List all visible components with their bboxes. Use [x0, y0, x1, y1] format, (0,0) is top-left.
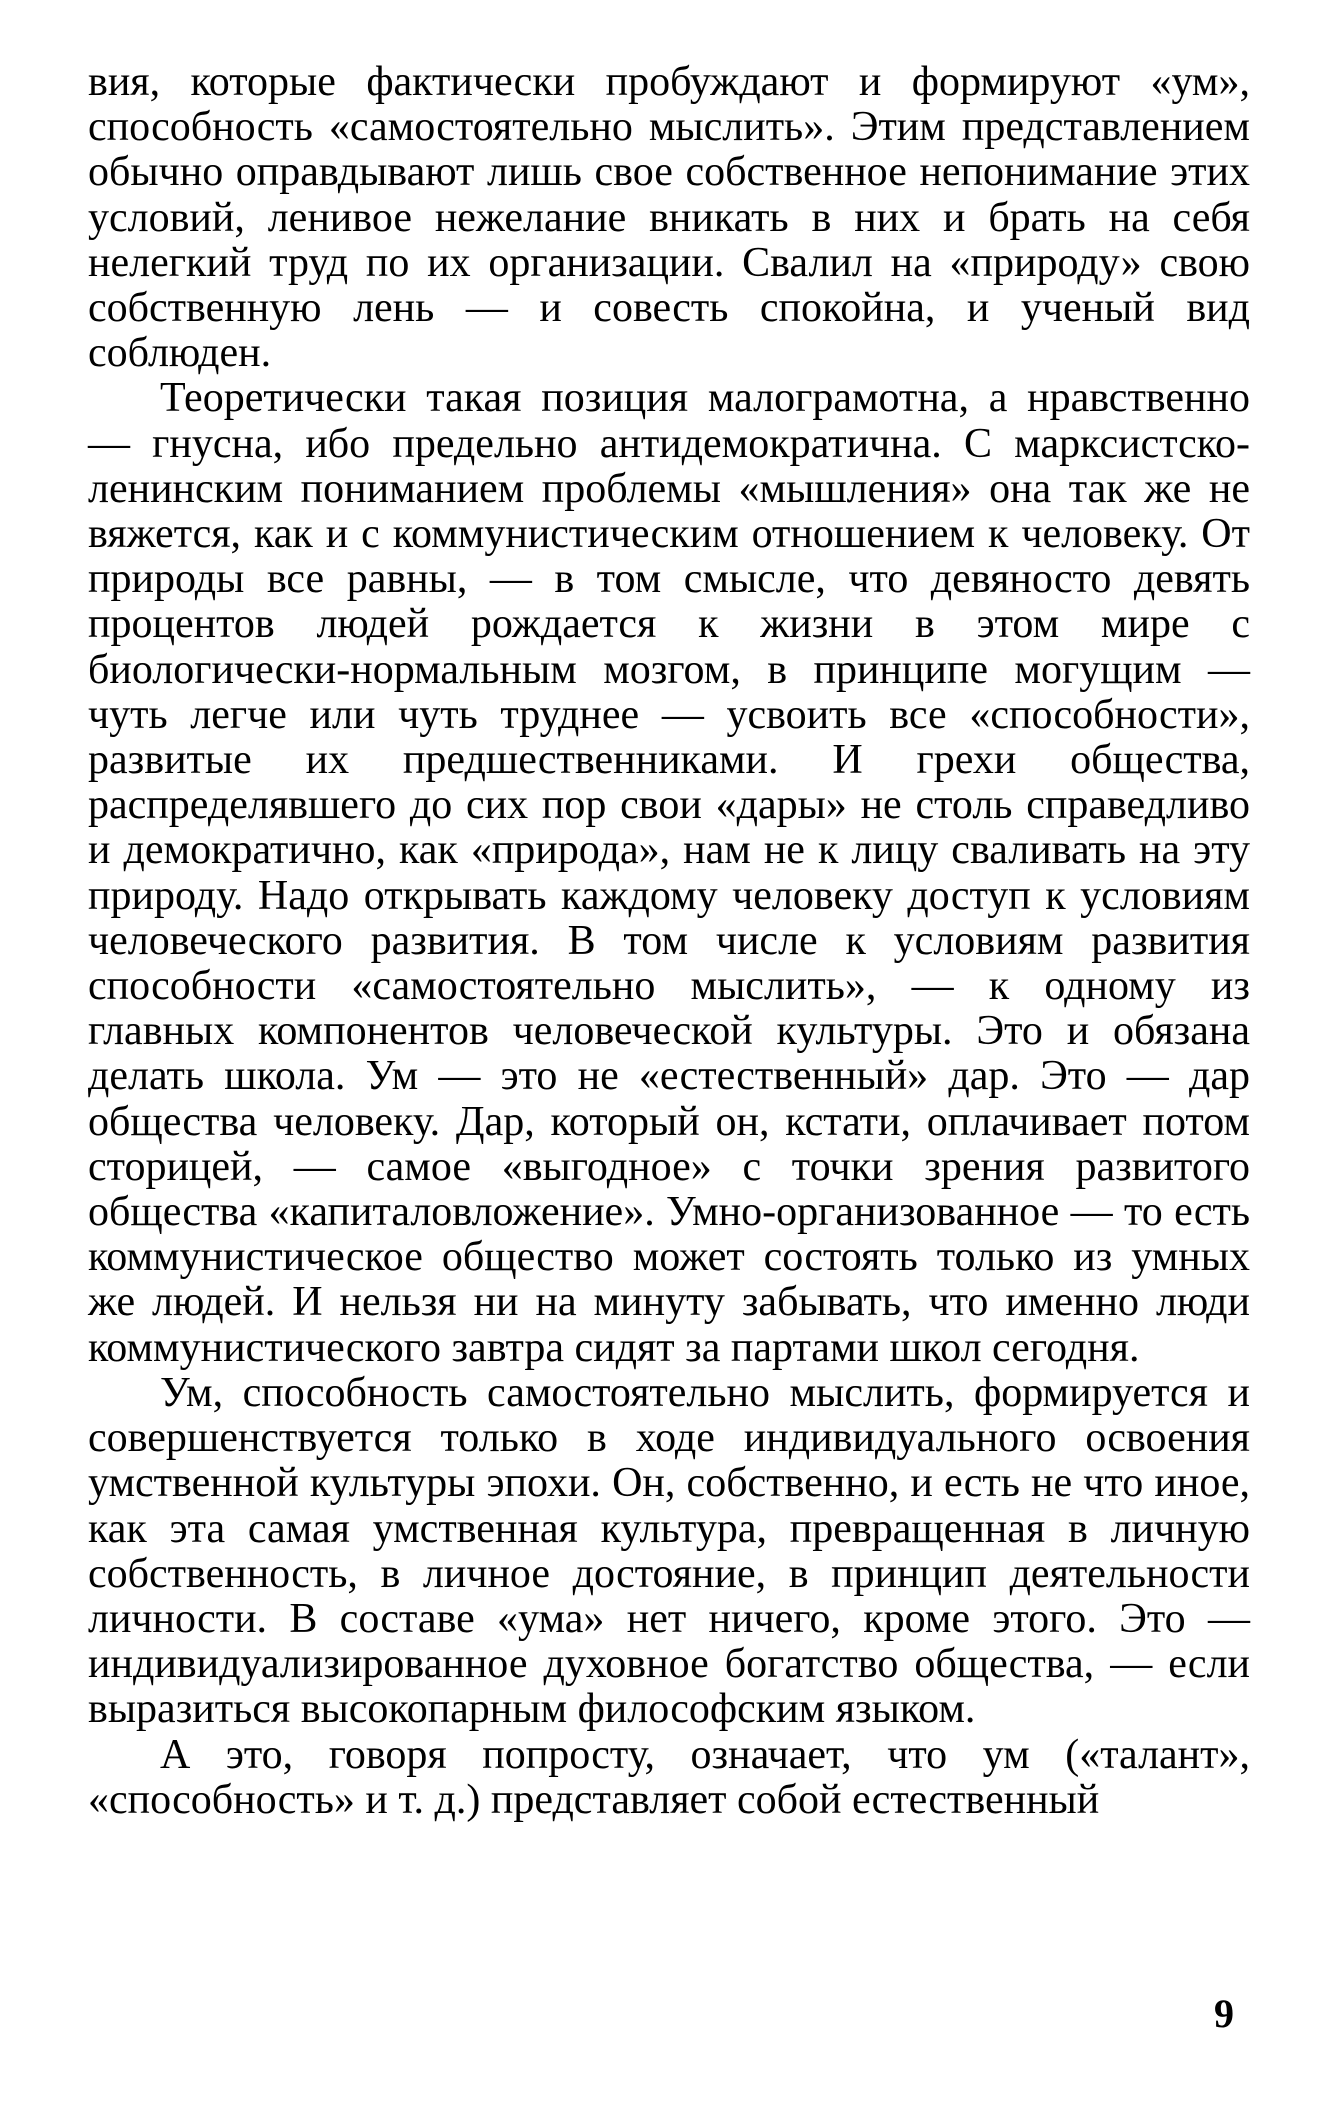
page-number: 9 [1214, 1991, 1234, 2036]
paragraph-2: Теоретически такая позиция малограмотна, а нравственно — гнусна, ибо предельно антидемократична. С марксистско-ленинским пониманием проблемы «мышления» она так же не вяжется, как и с коммунистическим отношением к человеку. От природы все равны, — в том смысле, что девяносто девять процентов людей рождается к жизни в этом мире с биологически-нормальным мозгом, в принципе могущим — чуть легче или чуть труднее — усвоить все «способности», развитые их предшественниками. И грехи общества, распределявшего до сих пор свои «дары» не столь справедливо и демократично, как «природа», нам не к лицу сваливать на эту природу. Надо открывать каждому человеку доступ к условиям человеческого развития. В том числе к условиям развития способности «самостоятельно мыслить», — к одному из главных компонентов человеческой культуры. Это и обязана делать школа. Ум — это не «естественный» дар. Это — дар общества человеку. Дар, который он, кстати, оплачивает потом сторицей, — самое «выгодное» с точки зрения развитого общества «капиталовложение». Умно-организованное — то есть коммунистическое общество может состоять только из умных же людей. И нельзя ни на минуту забывать, что именно люди коммунистического завтра сидят за партами школ сегодня. [88, 375, 1250, 1371]
page-text-block [88, 60, 1250, 2050]
paragraph-1: вия, которые фактически пробуждают и формируют «ум», способность «самостоятельно мыслить». Этим представлением обычно оправдывают лишь свое собственное непонимание этих условий, ленивое нежелание вникать в них и брать на себя нелегкий труд по их организации. Свалил на «природу» свою собственную лень — и совесть спокойна, и ученый вид соблюден. [88, 59, 1250, 377]
paragraph-4: А это, говоря попросту, означает, что ум («талант», «способность» и т. д.) представляет собой естественный [88, 1731, 1250, 1823]
paragraph-3: Ум, способность самостоятельно мыслить, формируется и совершенствуется только в ходе индивидуального освоения умственной культуры эпохи. Он, собственно, и есть не что иное, как эта самая умственная культура, превращенная в личную собственность, в личное достояние, в принцип деятельности личности. В составе «ума» нет ничего, кроме этого. Это — индивидуализированное духовное богатство общества, — если выразиться высокопарным философским языком. [88, 1369, 1250, 1733]
